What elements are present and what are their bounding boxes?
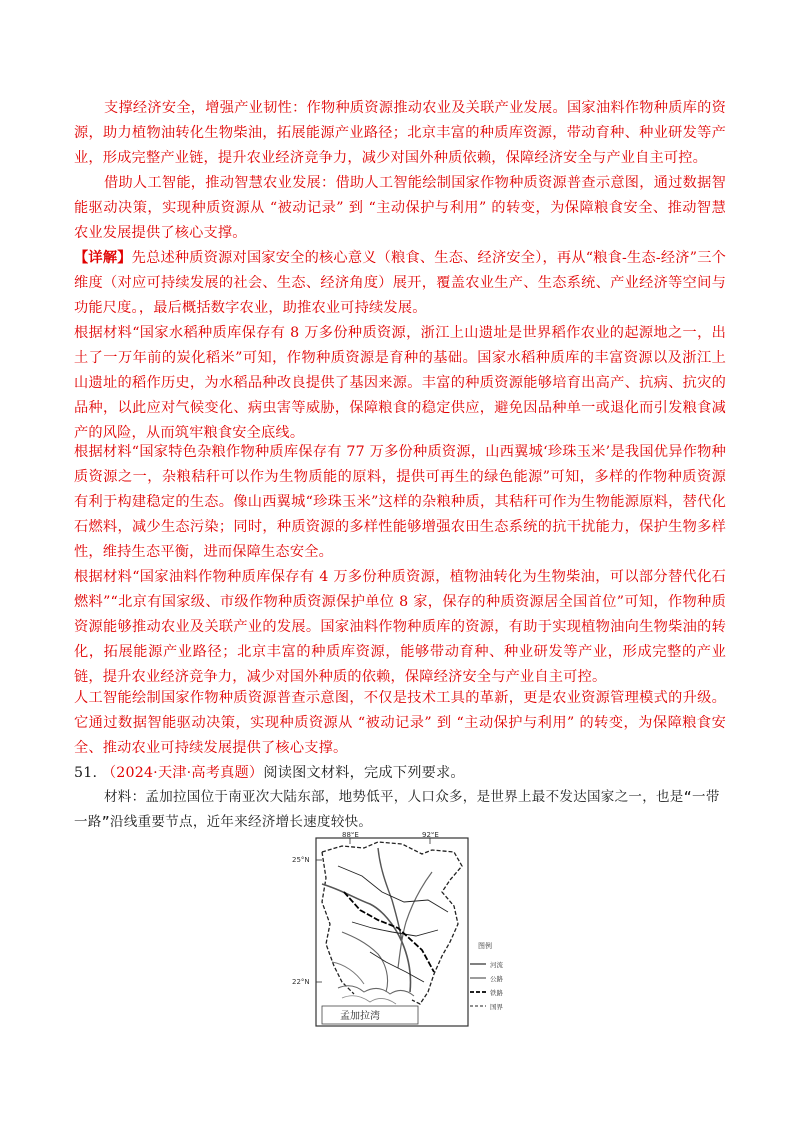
material-text: 材料：孟加拉国位于南亚次大陆东部，地势低平，人口众多，是世界上最不发达国家之一，也是“一带一路”沿线重要节点，近年来经济增长速度较快。 (74, 789, 720, 830)
answer-paragraph-economy: 支撑经济安全，增强产业韧性：作物种质资源推动农业及关联产业发展。国家油料作物种质库的资源，助力植物油转化生物柴油，拓展能源产业路径；北京丰富的种质库资源，带动育种、种业研发等产业，形成完整产业链，提升农业经济竞争力，减少对国外种质依赖，保障经济安全与产业自主可控。 (74, 100, 726, 166)
question-heading (74, 761, 726, 786)
legend-railway: 铁路 (490, 989, 503, 997)
map-legend (470, 941, 504, 1011)
legend-road: 公路 (490, 975, 503, 983)
question-source: （2024·天津·高考真题） (101, 765, 264, 781)
bangladesh-map (282, 832, 522, 1028)
answer-paragraph-ai: 借助人工智能，推动智慧农业发展：借助人工智能绘制国家作物种质资源普查示意图，通过数据智能驱动决策，实现种质资源从 “被动记录” 到 “主动保护与利用” 的转变，为保障粮食安全、推动智慧农业发展提供了核心支撑。 (74, 175, 726, 241)
detail-paragraph-economic-security: 根据材料“国家油料作物种质库保存有 4 万多份种质资源，植物油转化为生物柴油，可以部分替代化石燃料”“北京有国家级、市级作物种质资源保护单位 8 家，保存的种质资源居全国首位”可知，作物种质资源能够推动农业及关联产业的发展。国家油料作物种质库的资源，有助于实现植物油向生物柴油的转化，拓展能源产业路径；北京丰富的种质库资源，能够带动育种、种业研发等产业，形成完整的产业链，提升农业经济竞争力，减少对国外种质的依赖，保障经济安全与产业自主可控。 (74, 569, 726, 685)
legend-border: 国界 (490, 1003, 503, 1011)
detail-overview-text: 先总述种质资源对国家安全的核心意义（粮食、生态、经济安全），再从“粮食-生态-经济”三个维度（对应可持续发展的社会、生态、经济角度）展开，覆盖农业生产、生态系统、产业经济等空间与功能尺度。，最后概括数字农业，助推农业可持续发展。 (74, 250, 726, 316)
detail-paragraph-eco-security: 根据材料“国家特色杂粮作物种质库保存有 77 万多份种质资源，山西翼城‘珍珠玉米’是我国优异作物种质资源之一，杂粮秸秆可以作为生物质能的原料，提供可再生的绿色能源”可知，多样的作物种质资源有利于构建稳定的生态。像山西翼城“珍珠玉米”这样的杂粮种质，其秸秆可作为生物能源原料，替代化石燃料，减少生态污染；同时，种质资源的多样性能够增强农田生态系统的抗干扰能力，保护生物多样性，维持生态平衡，进而保障生态安全。 (74, 444, 726, 560)
detail-paragraph-food-security: 根据材料“国家水稻种质库保存有 8 万多份种质资源，浙江上山遗址是世界稻作农业的起源地之一，出土了一万年前的炭化稻米”可知，作物种质资源是育种的基础。国家水稻种质库的丰富资源以及浙江上山遗址的稻作历史，为水稻品种改良提供了基因来源。丰富的种质资源能够培育出高产、抗病、抗灾的品种，以此应对气候变化、病虫害等威胁，保障粮食的稳定供应，避免因品种单一或退化而引发粮食减产的风险，从而筑牢粮食安全底线。 (74, 325, 726, 441)
question-number: 51. (74, 765, 98, 781)
map-svg (282, 832, 522, 1028)
lat-top-label: 25°N (292, 856, 310, 864)
lon-left-label: 88°E (342, 832, 359, 839)
legend-title: 图例 (478, 942, 492, 950)
detail-paragraph-overview (74, 246, 726, 321)
bay-label: 孟加拉湾 (340, 1011, 380, 1022)
detail-paragraph-ai-summary: 人工智能绘制国家作物种质资源普查示意图，不仅是技术工具的革新，更是农业资源管理模式的升级。它通过数据智能驱动决策，实现种质资源从 “被动记录” 到 “主动保护与利用” 的转变，为保障粮食安全、推动农业可持续发展提供了核心支撑。 (74, 690, 726, 756)
detail-tag: 【详解】 (74, 250, 132, 266)
legend-river: 河流 (490, 961, 503, 969)
lat-bottom-label: 22°N (292, 978, 310, 986)
lon-right-label: 92°E (422, 832, 439, 839)
question-prompt: 阅读图文材料，完成下列要求。 (263, 765, 465, 781)
